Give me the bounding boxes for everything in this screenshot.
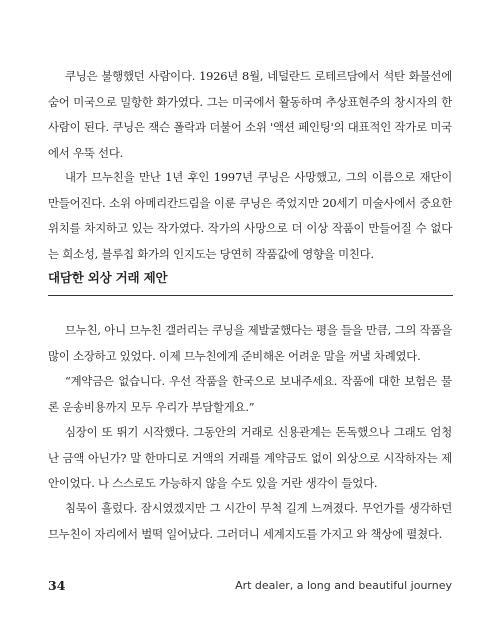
dialogue-paragraph: “계약금은 없습니다. 우선 작품을 한국으로 보내주세요. 작품에 대한 보험은 물론 운송비용까지 모두 우리가 부담할게요.” xyxy=(48,374,452,414)
body-paragraph: 침묵이 흘렀다. 잠시였겠지만 그 시간이 무척 길게 느껴졌다. 무언가를 생각하던 므누친이 자리에서 벌떡 일어났다. 그러더니 세계지도를 가지고 와 책상에 펼쳤다. xyxy=(48,501,452,541)
running-title: Art dealer, a long and beautiful journey xyxy=(235,579,452,592)
body-paragraph: 심장이 또 뛰기 시작했다. 그동안의 거래로 신용관계는 돈독했으나 그래도 엄청난 금액 아닌가? 말 한마디로 거액의 거래를 계약금도 없이 외상으로 시작하자는 제안이었다. 나 스스로도 가능하지 않을 수도 있을 거란 생각이 들었다. xyxy=(48,425,452,490)
body-paragraph: 므누친, 아니 므누친 갤러리는 쿠닝을 제발굴했다는 평을 들을 만큼, 그의 작품을 많이 소장하고 있었다. 이제 므누친에게 준비해온 어려운 말을 꺼낼 차례였다. xyxy=(48,323,452,363)
section-heading: 대담한 외상 거래 제안 xyxy=(48,270,168,285)
page-number: 34 xyxy=(48,578,66,593)
body-paragraph: 쿠닝은 불행했던 사람이다. 1926년 8월, 네덜란드 로테르담에서 석탄 화물선에 숨어 미국으로 밀항한 화가였다. 그는 미국에서 활동하며 추상표현주의 창시자의 한 사람이 된다. 쿠닝은 잭슨 폴락과 더불어 소위 '액션 페인팅'의 대표적인 작가로 미국에서 우뚝 선다. xyxy=(48,69,452,160)
body-paragraph: 내가 므누친을 만난 1년 후인 1997년 쿠닝은 사망했고, 그의 이름으로 재단이 만들어진다. 소위 아메리칸드림을 이룬 쿠닝은 죽었지만 20세기 미술사에서 중요한 위치를 차지하고 있는 작가였다. 작가의 사망으로 더 이상 작품이 만들어질 수 없다는 희소성, 블루칩 화가의 인지도는 당연히 작품값에 영향을 미친다. xyxy=(48,170,452,261)
heading-rule xyxy=(48,295,453,296)
